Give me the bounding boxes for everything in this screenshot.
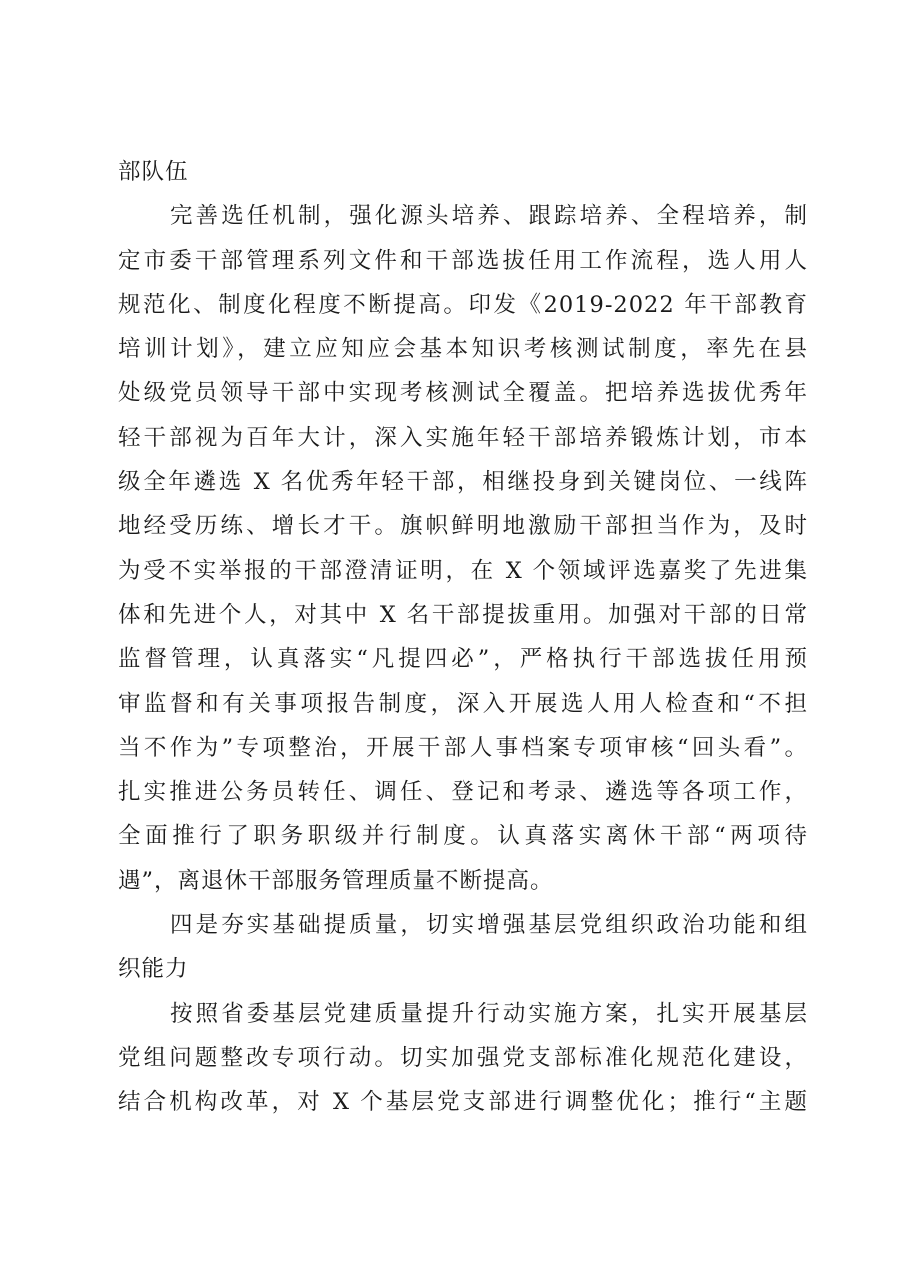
text-line: 审监督和有关事项报告制度，深入开展选人用人检查和“不担 bbox=[118, 690, 808, 717]
text-line: 扎实推进公务员转任、调任、登记和考录、遴选等各项工作， bbox=[118, 779, 808, 806]
text-line: 轻干部视为百年大计，深入实施年轻干部培养锻炼计划，市本 bbox=[118, 424, 808, 451]
paragraph-first-line: 完善选任机制，强化源头培养、跟踪培养、全程培养，制 bbox=[170, 203, 808, 230]
text-line: 地经受历练、增长才干。旗帜鲜明地激励干部担当作为，及时 bbox=[118, 513, 808, 540]
text-line: 定市委干部管理系列文件和干部选拔任用工作流程，选人用人 bbox=[118, 247, 808, 274]
text-line: 遇”，离退休干部服务管理质量不断提高。 bbox=[118, 867, 554, 894]
text-line: 全面推行了职务职级并行制度。认真落实离休干部“两项待 bbox=[118, 823, 808, 850]
text-line: 部队伍 bbox=[118, 159, 189, 185]
text-line: 级全年遴选 X 名优秀年轻干部，相继投身到关键岗位、一线阵 bbox=[118, 469, 808, 496]
text-line: 结合机构改革，对 X 个基层党支部进行调整优化；推行“主题 bbox=[118, 1089, 808, 1116]
text-line: 监督管理，认真落实“凡提四必”，严格执行干部选拔任用预 bbox=[118, 646, 808, 673]
text-line: 党组问题整改专项行动。切实加强党支部标准化规范化建设， bbox=[118, 1044, 808, 1071]
paragraph-first-line: 按照省委基层党建质量提升行动实施方案，扎实开展基层 bbox=[170, 1000, 808, 1027]
text-line: 处级党员领导干部中实现考核测试全覆盖。把培养选拔优秀年 bbox=[118, 380, 808, 407]
section-heading: 四是夯实基础提质量，切实增强基层党组织政治功能和组 bbox=[170, 912, 808, 939]
text-line: 规范化、制度化程度不断提高。印发《2019-2022 年干部教育 bbox=[118, 291, 808, 318]
text-line: 培训计划》，建立应知应会基本知识考核测试制度，率先在县 bbox=[118, 336, 808, 363]
document-body bbox=[118, 150, 808, 1125]
text-line: 当不作为”专项整治，开展干部人事档案专项审核“回头看”。 bbox=[118, 734, 808, 761]
text-line: 为受不实举报的干部澄清证明，在 X 个领域评选嘉奖了先进集 bbox=[118, 557, 808, 584]
section-heading-continued: 织能力 bbox=[118, 956, 189, 983]
text-line: 体和先进个人，对其中 X 名干部提拔重用。加强对干部的日常 bbox=[118, 601, 808, 628]
